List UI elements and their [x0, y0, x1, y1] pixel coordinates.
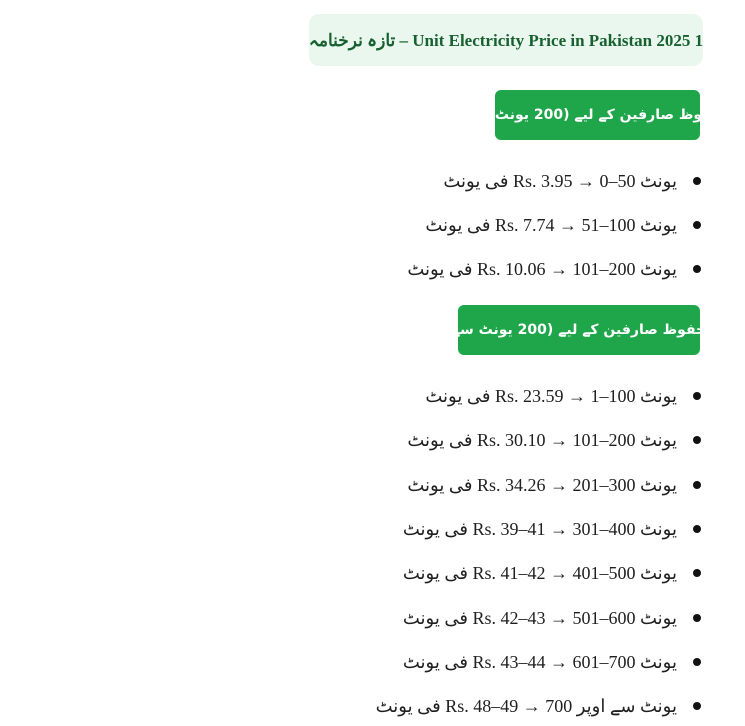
bullet-icon — [693, 702, 701, 710]
rate-item: فی یونٹ Rs. 34.26 → 201–300 یونٹ — [407, 474, 677, 495]
bullet-icon — [693, 481, 701, 489]
rate-item: فی یونٹ Rs. 39–41 → 301–400 یونٹ — [402, 518, 677, 539]
rate-item: فی یونٹ Rs. 43–44 → 601–700 یونٹ — [402, 651, 677, 672]
rate-item: فی یونٹ Rs. 23.59 → 1–100 یونٹ — [425, 386, 677, 406]
bullet-icon — [693, 265, 701, 273]
bullet-icon — [693, 658, 701, 666]
rate-item: فی یونٹ Rs. 10.06 → 101–200 یونٹ — [407, 259, 677, 279]
bullet-icon — [693, 614, 701, 622]
bullet-icon — [693, 436, 701, 444]
rate-item: فی یونٹ Rs. 7.74 → 51–100 یونٹ — [425, 215, 677, 235]
protected-consumers-heading: محفوظ صارفین کے لیے (200 یونٹ تک) — [464, 107, 731, 123]
bullet-icon — [693, 392, 701, 400]
rate-item: فی یونٹ Rs. 41–42 → 401–500 یونٹ — [402, 563, 677, 584]
unprotected-consumers-badge — [414, 305, 744, 355]
bullet-icon — [693, 569, 701, 577]
title-banner — [309, 14, 703, 66]
rate-item: فی یونٹ Rs. 42–43 → 501–600 یونٹ — [402, 607, 677, 628]
rate-item: فی یونٹ Rs. 30.10 → 101–200 یونٹ — [407, 430, 677, 451]
bullet-icon — [693, 221, 701, 229]
rate-item: فی یونٹ Rs. 48–49 → 700 یونٹ سے اوپر — [375, 696, 677, 717]
protected-consumers-badge — [464, 90, 731, 140]
rate-item: فی یونٹ Rs. 3.95 → 0–50 یونٹ — [443, 171, 677, 191]
bullet-icon — [693, 177, 701, 185]
page-title: تازہ نرخنامہ – Unit Electricity Price in Pakistan 2025 1 — [308, 30, 704, 50]
unprotected-consumers-heading: غیر محفوظ صارفین کے لیے (200 یونٹ سے زائد) — [414, 322, 744, 338]
bullet-icon — [693, 525, 701, 533]
